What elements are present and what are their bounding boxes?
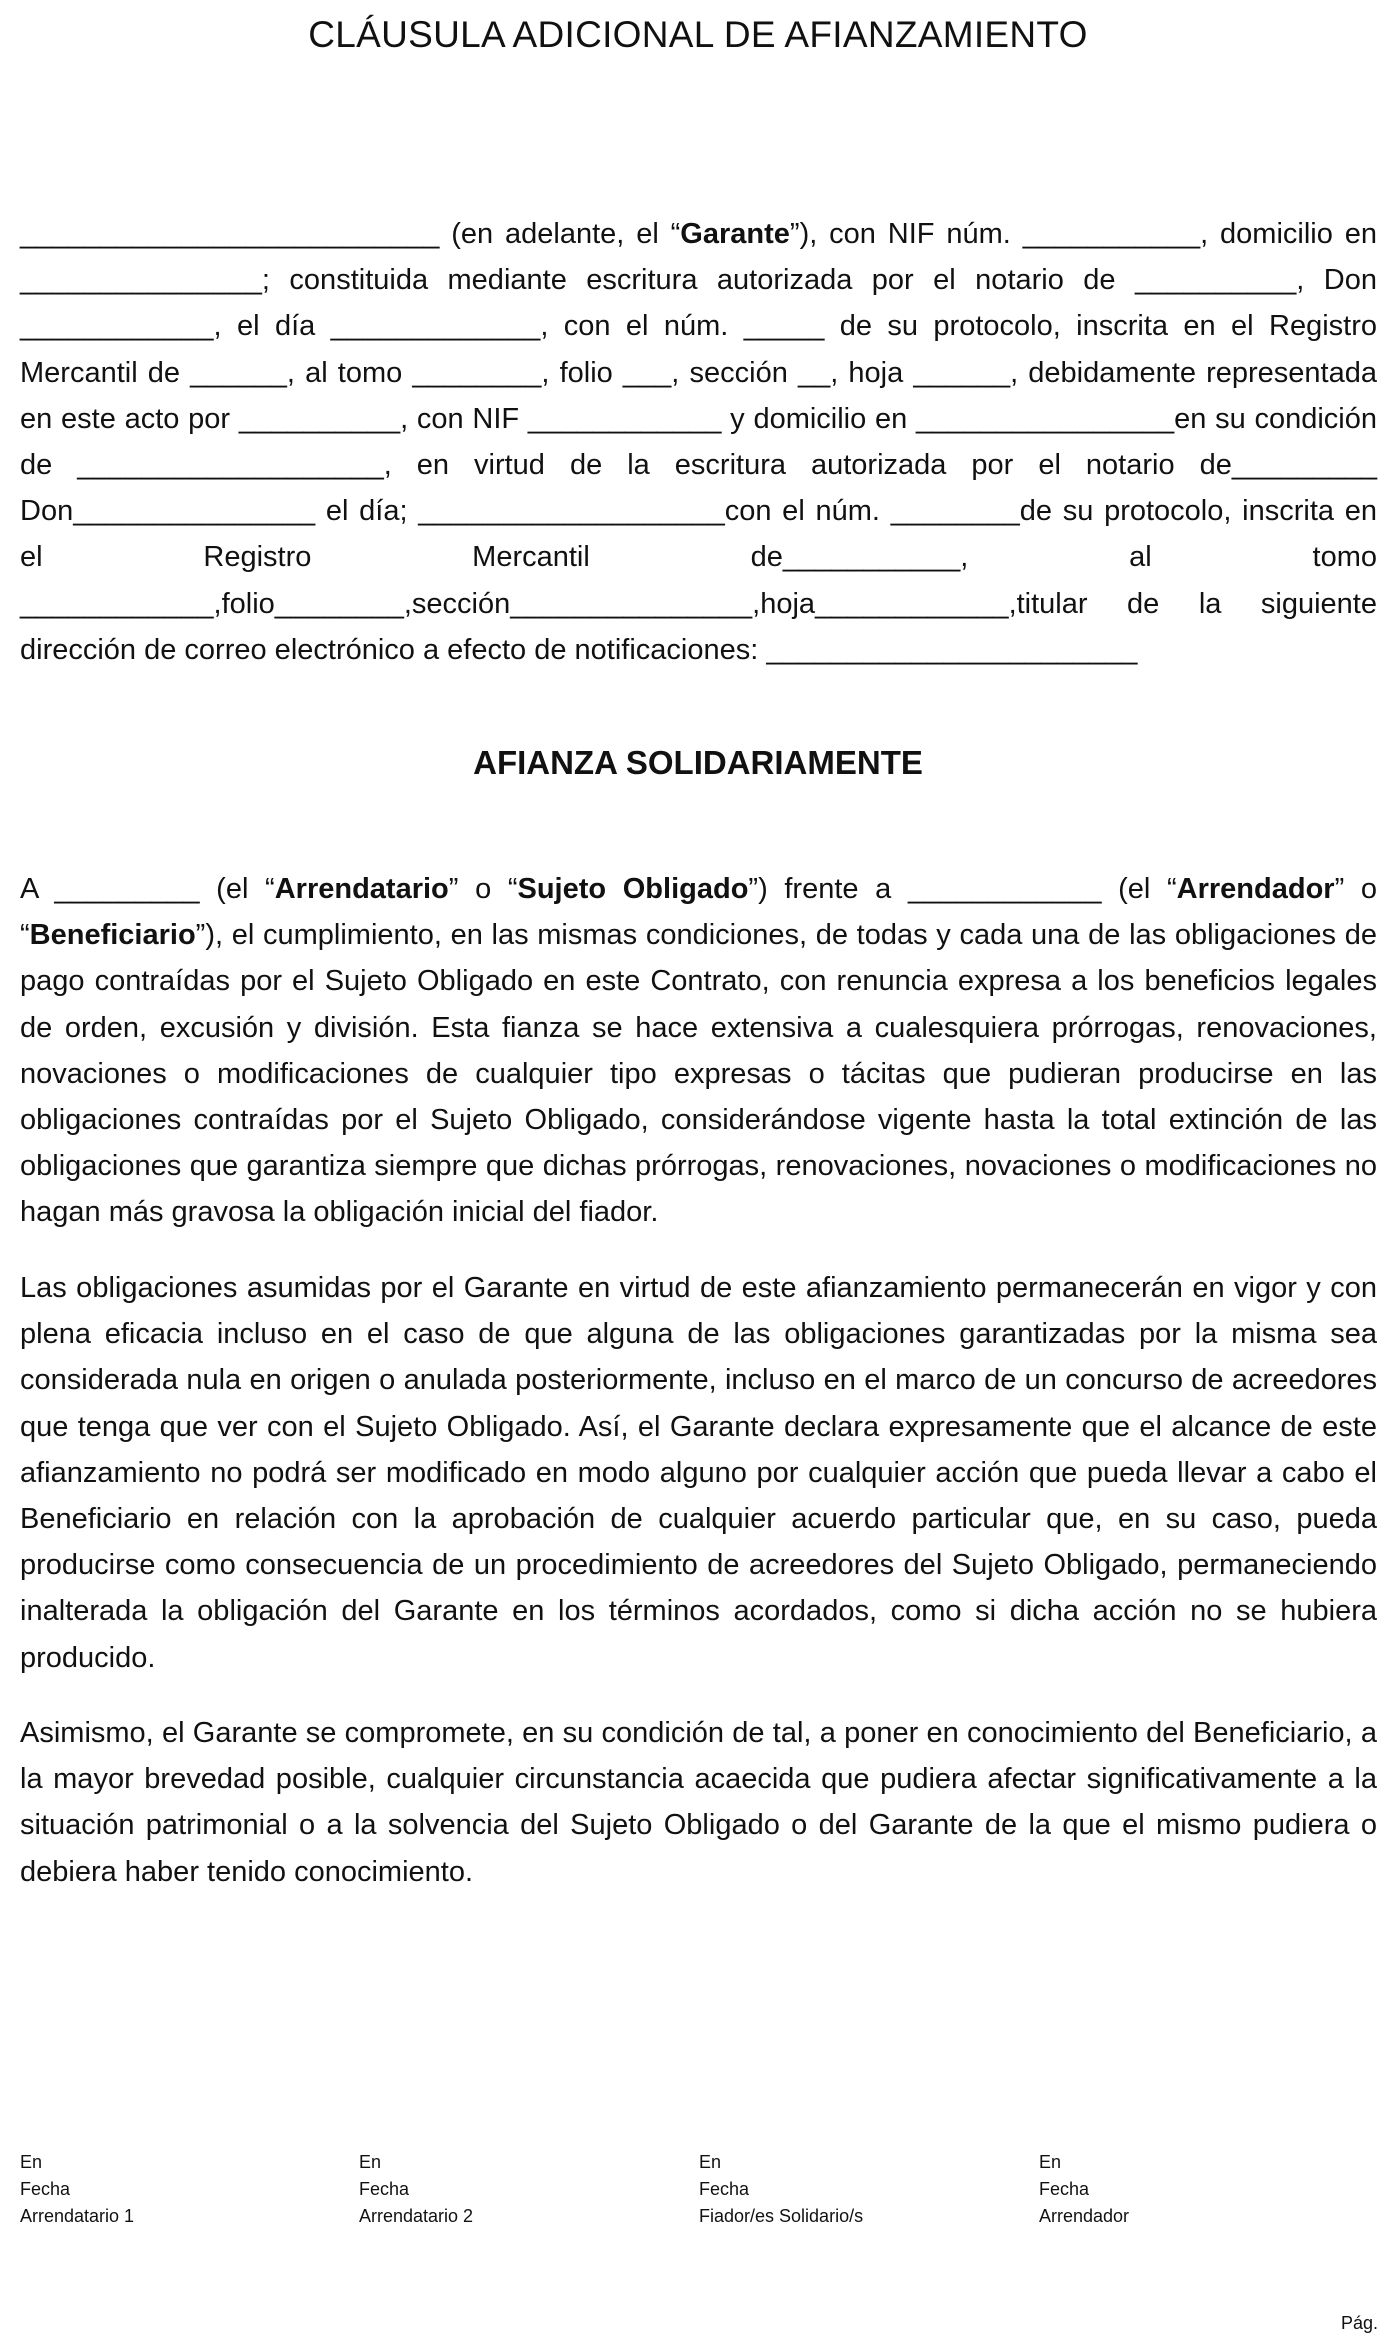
page-number-label: Pág. — [1340, 2313, 1378, 2333]
segment-bold: Arrendador — [1176, 873, 1335, 905]
segment-bold: Garante — [680, 218, 790, 250]
signature-block-arrendador — [1039, 2149, 1129, 2230]
segment-bold: Beneficiario — [29, 919, 196, 952]
document-title: CLÁUSULA ADICIONAL DE AFIANZAMIENTO — [308, 14, 1088, 55]
signature-party: Fiador/es Solidario/s — [699, 2206, 864, 2226]
signature-place: En — [20, 2152, 43, 2172]
segment: ”), con NIF núm. ___________, domicilio en _______________; constituida mediante escritura autorizada por el notario de __________, Don ____________, el día _____________, con el núm. _____ de su protocolo, inscrita en el Registro Mercantil de ______, al tomo ________, folio ___, sección __, hoja ______, debidamente representada en este acto por __________, con NIF ____________ y domicilio en ________________en su condición de ___________________, en virtud de la escritura autorizada por el notario de_________ Don_______________ el día; ___________________con el núm. ________de su protocolo, inscrita en el Registro Mercantil de___________, al tomo ____________,folio________,sección_______________,hoja____________,titular de la siguiente dirección de correo electrónico a efecto de notificaciones: _______________________ — [20, 218, 1377, 666]
signature-block-arrendatario-2 — [359, 2149, 473, 2230]
signature-party: Arrendatario 2 — [359, 2206, 474, 2226]
signature-block-arrendatario-1 — [20, 2149, 134, 2230]
segment: ” o “ — [20, 873, 1378, 952]
signature-date: Fecha — [1039, 2179, 1090, 2199]
signature-date: Fecha — [359, 2179, 410, 2199]
guarantee-paragraph-3: Asimismo, el Garante se compromete, en su condición de tal, a poner en conocimiento del Beneficiario, a la mayor brevedad posible, cualquier circunstancia acaecida que pudiera afectar significativamente a la situación patrimonial o a la solvencia del Sujeto Obligado o del Garante de la que el mismo pudiera o debiera haber tenido conocimiento. — [20, 1717, 1377, 1888]
segment: A _________ (el “ — [20, 873, 275, 905]
signature-party: Arrendatario 1 — [20, 2206, 135, 2226]
signature-block-fiador — [699, 2149, 863, 2230]
signature-place: En — [699, 2152, 722, 2172]
signature-place: En — [359, 2152, 382, 2172]
segment-bold: Arrendatario — [274, 873, 449, 905]
segment: ”), el cumplimiento, en las mismas condiciones, de todas y cada una de las obligaciones de pago contraídas por el Sujeto Obligado en este Contrato, con renuncia expresa a los beneficios legales de orden, excusión y división. Esta fianza se hace extensiva a cualesquiera prórrogas, renovaciones, novaciones o modificaciones de cualquier tipo expresas o tácitas que pudieran producirse en las obligaciones contraídas por el Sujeto Obligado, considerándose vigente hasta la total extinción de las obligaciones que garantiza siempre que dichas prórrogas, renovaciones, novaciones o modificaciones no hagan más gravosa la obligación inicial del fiador. — [20, 919, 1377, 1229]
segment-bold: Sujeto Obligado — [517, 873, 749, 905]
guarantor-identification-paragraph — [20, 211, 1377, 673]
signature-date: Fecha — [20, 2179, 71, 2199]
segment: ”) frente a ____________ (el “ — [748, 873, 1177, 905]
signature-party: Arrendador — [1039, 2206, 1130, 2226]
guarantee-paragraph-1 — [20, 866, 1377, 1236]
section-heading: AFIANZA SOLIDARIAMENTE — [473, 744, 923, 781]
guarantee-paragraph-2: Las obligaciones asumidas por el Garante en virtud de este afianzamiento permanecerán en vigor y con plena eficacia incluso en el caso de que alguna de las obligaciones garantizadas por la misma sea considerada nula en origen o anulada posteriormente, incluso en el marco de un concurso de acreedores que tenga que ver con el Sujeto Obligado. Así, el Garante declara expresamente que el alcance de este afianzamiento no podrá ser modificado en modo alguno por cualquier acción que pueda llevar a cabo el Beneficiario en relación con la aprobación de cualquier acuerdo particular que, en su caso, pueda producirse como consecuencia de un procedimiento de acreedores del Sujeto Obligado, permaneciendo inalterada la obligación del Garante en los términos acordados, como si dicha acción no se hubiera producido. — [20, 1272, 1377, 1674]
segment: __________________________ (en adelante, el “ — [20, 218, 681, 250]
signature-place: En — [1039, 2152, 1062, 2172]
segment: ” o “ — [448, 873, 518, 905]
signature-date: Fecha — [699, 2179, 750, 2199]
